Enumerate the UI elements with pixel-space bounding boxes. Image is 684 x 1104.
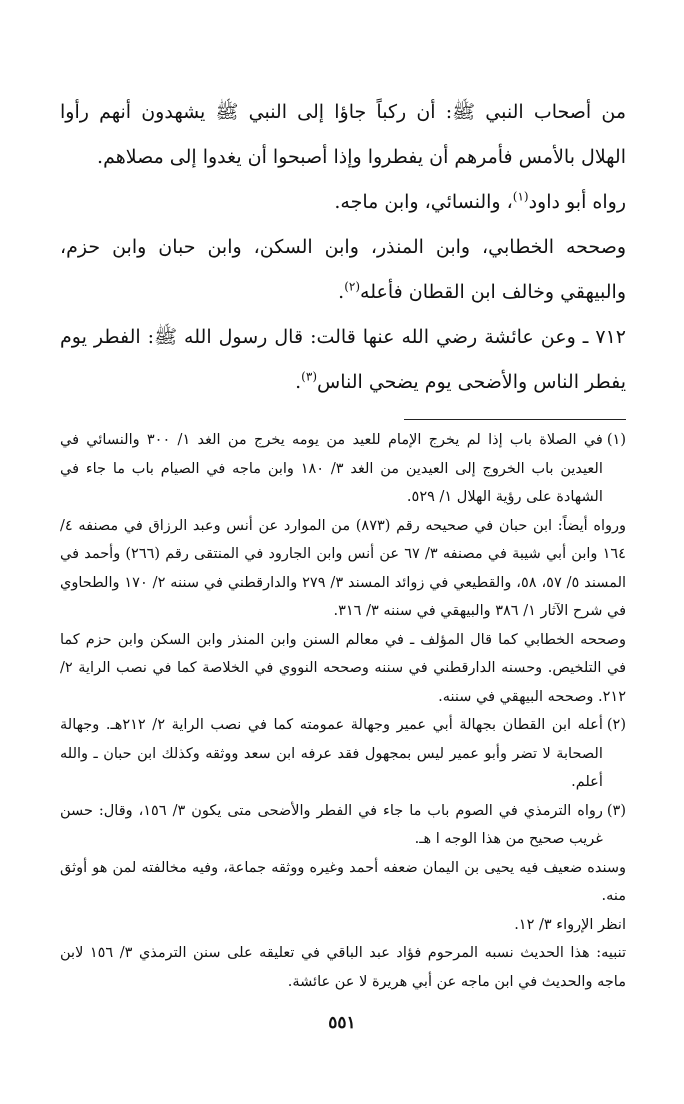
- paragraph-1-text: من أصحاب النبي ﷺ: أن ركباً جاؤا إلى النبي ﷺ يشهدون أنهم رأوا الهلال بالأمس فأمرهم أن يفطروا وإذا أصبحوا أن يغدوا إلى مصلاهم.: [60, 101, 626, 168]
- footnote-text: رواه الترمذي في الصوم باب ما جاء في الفطر والأضحى متى يكون ٣/ ١٥٦، وقال: حسن غريب صحيح من هذا الوجه ا هـ.: [60, 802, 603, 847]
- paragraph-2-text: رواه أبو داود: [528, 191, 626, 213]
- footnote-ref-3[interactable]: (٣): [301, 369, 317, 384]
- paragraph-2: [60, 180, 626, 225]
- footnote-body: [60, 711, 603, 797]
- footnote-3: [60, 797, 626, 854]
- footnote-2: [60, 711, 626, 797]
- footnote-body: [60, 426, 603, 512]
- paragraph-4: [60, 315, 626, 405]
- footnote-ref-2[interactable]: (٢): [344, 279, 361, 294]
- paragraph-3-rest: .: [338, 281, 345, 303]
- footnote-ref-1[interactable]: (١): [512, 189, 529, 204]
- page-number: ٥٥١: [328, 1013, 356, 1033]
- footnote-text: في الصلاة باب إذا لم يخرج الإمام للعيد من يومه يخرج من الغد ١/ ٣٠٠ والنسائي في العيدين باب الخروج إلى العيدين من الغد ٣/ ١٨٠ وابن ماجه في الصيام باب ما جاء في الشهادة على رؤية الهلال ١/ ٥٢٩.: [60, 432, 603, 505]
- footnote-number: (٣): [606, 802, 626, 819]
- paragraph-1: [60, 90, 626, 180]
- footnote-text: أعله ابن القطان بجهالة أبي عمير وجهالة عمومته كما في نصب الراية ٢/ ٢١٢هـ. وجهالة الصحابة لا تضر وأبو عمير ليس بمجهول فقد عرفه ابن سعد ووثقه وكذلك ابن حبان ـ والله أعلم.: [60, 717, 603, 790]
- paragraph-3-text: وصححه الخطابي، وابن المنذر، وابن السكن، وابن حبان وابن حزم، والبيهقي وخالف ابن القطان فأعله: [60, 236, 626, 303]
- footnote-divider: [404, 419, 626, 420]
- footnote-paragraph: وصححه الخطابي كما قال المؤلف ـ في معالم السنن وابن المنذر وابن السكن وابن حزم كما في التلخيص. وحسنه الدارقطني في سننه وصححه النووي في الخلاصة كما في نصب الراية ٢/ ٢١٢. وصححه البيهقي في سننه.: [60, 631, 626, 705]
- footnote-paragraph: تنبيه: هذا الحديث نسبه المرحوم فؤاد عبد الباقي في تعليقه على سنن الترمذي ٣/ ١٥٦ لابن ماجه والحديث في ابن ماجه عن أبي هريرة لا عن عائشة.: [60, 945, 627, 990]
- footnote-number: (١): [606, 432, 626, 448]
- footnote-body: [60, 797, 603, 854]
- footnote-paragraph: انظر الإرواء ٣/ ١٢.: [514, 916, 626, 933]
- footnote-1: [60, 426, 626, 512]
- footnote-number: (٢): [606, 717, 626, 733]
- paragraph-2-rest: ، والنسائي، وابن ماجه.: [334, 191, 513, 213]
- paragraph-4-rest: .: [295, 371, 302, 393]
- footnote-paragraph: ورواه أيضاً: ابن حبان في صحيحه رقم (٨٧٣) من الموارد عن أنس وعبد الرزاق في مصنفه ٤/ ١٦٤ وابن أبي شيبة في مصنفه ٣/ ٦٧ عن أنس وابن الجارود في المنتقى رقم (٢٦٦) وأحمد في المسند ٥/ ٥٧، ٥٨، والقطيعي في زوائد المسند ٣/ ٢٧٩ والدارقطني في سننه ٢/ ١٧٠ والطحاوي في شرح الآثار ١/ ٣٨٦ والبيهقي في سننه ٣/ ٣١٦.: [60, 517, 627, 619]
- main-text: [60, 90, 626, 405]
- footnotes: [60, 426, 626, 996]
- footnote-paragraph: وسنده ضعيف فيه يحيى بن اليمان ضعفه أحمد وغيره ووثقه جماعة، وفيه مخالفته لمن هو أوثق منه.: [60, 859, 626, 904]
- paragraph-3: [60, 225, 626, 315]
- page-content: [60, 90, 626, 996]
- paragraph-4-text: ٧١٢ ـ وعن عائشة رضي الله عنها قالت: قال رسول الله ﷺ: الفطر يوم يفطر الناس والأضحى يوم يضحي الناس: [60, 326, 626, 393]
